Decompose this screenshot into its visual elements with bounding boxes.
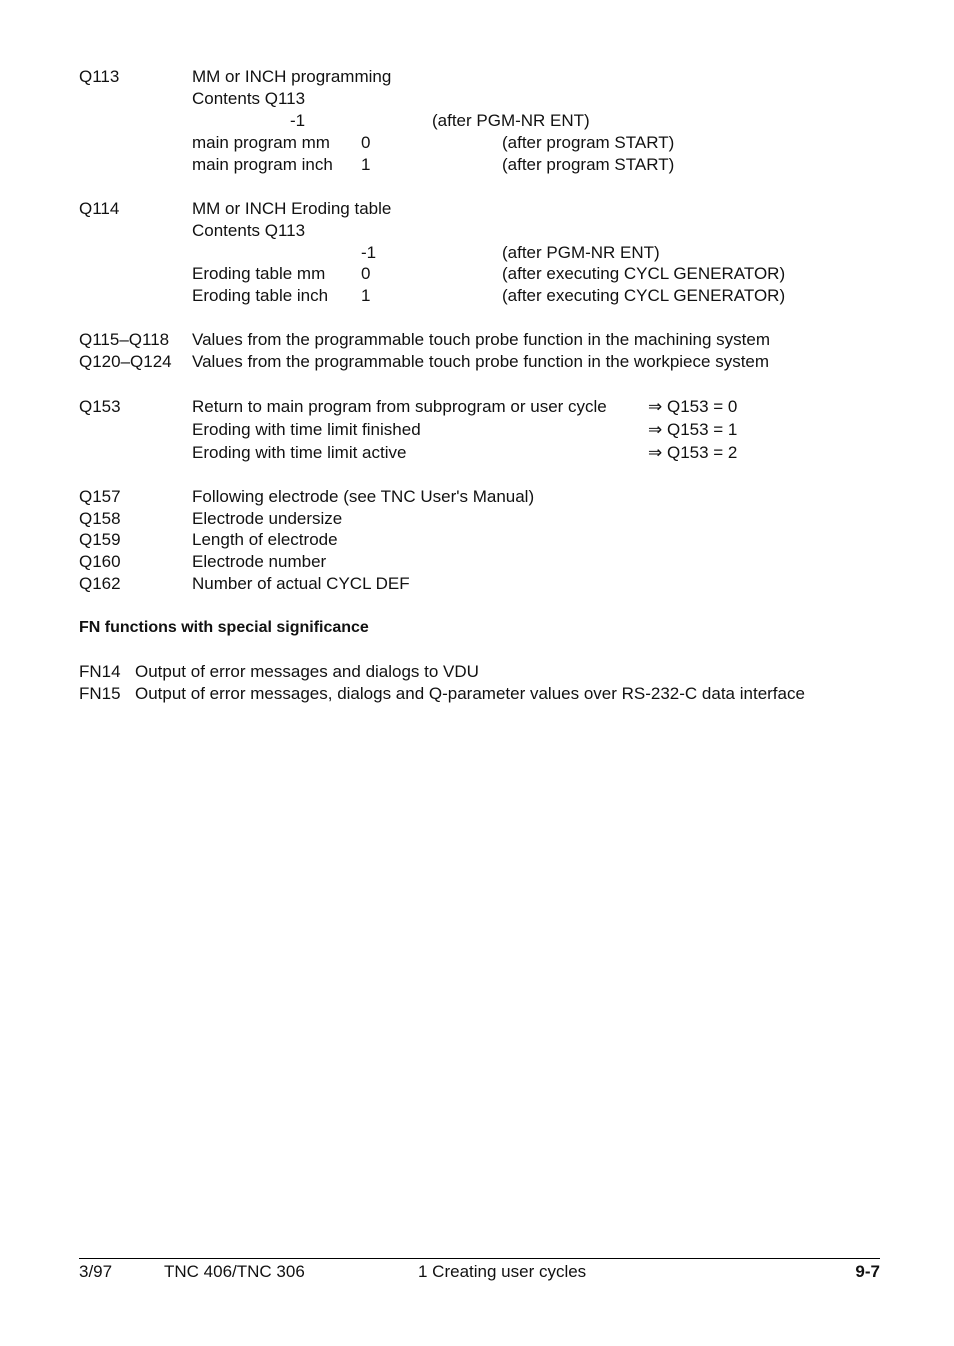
q158-desc: Electrode undersize: [192, 509, 343, 528]
q113-note-start-mm: (after program START): [502, 133, 675, 152]
q153-code: Q153: [79, 397, 121, 416]
q158-code: Q158: [79, 509, 121, 528]
probe-desc-machining: Values from the programmable touch probe function in the machining system: [192, 330, 770, 349]
fn-heading: FN functions with special significance: [79, 619, 369, 636]
footer-chapter: 1 Creating user cycles: [418, 1262, 587, 1281]
q160-code: Q160: [79, 552, 121, 571]
q114-title: MM or INCH Eroding table: [192, 199, 392, 218]
q113-label-inch: main program inch: [192, 155, 333, 174]
fn15-desc: Output of error messages, dialogs and Q-parameter values over RS-232-C data interface: [135, 684, 805, 703]
q114-note-pgm: (after PGM-NR ENT): [502, 243, 660, 262]
probe-code-workpiece: Q120–Q124: [79, 352, 172, 371]
q157-desc: Following electrode (see TNC User's Manual): [192, 487, 535, 506]
fn14-code: FN14: [79, 662, 121, 681]
q114-value-1: 1: [361, 286, 371, 305]
q114-label-inch: Eroding table inch: [192, 286, 329, 305]
q113-value-0: 0: [361, 133, 371, 152]
q114-note-cycl-inch: (after executing CYCL GENERATOR): [502, 286, 786, 305]
q114-code: Q114: [79, 199, 120, 218]
q153-label-active: Eroding with time limit active: [192, 443, 407, 462]
q113-contents: Contents Q113: [192, 89, 306, 108]
q113-note-start-inch: (after program START): [502, 155, 675, 174]
q159-desc: Length of electrode: [192, 530, 338, 549]
q153-result-0: ⇒ Q153 = 0: [648, 397, 738, 416]
q113-value-minus1: -1: [290, 111, 306, 130]
q113-note-pgm: (after PGM-NR ENT): [432, 111, 590, 130]
q159-code: Q159: [79, 530, 121, 549]
q153-label-finished: Eroding with time limit finished: [192, 420, 421, 439]
footer-product: TNC 406/TNC 306: [164, 1262, 305, 1281]
footer-page-number: 9-7: [855, 1262, 880, 1281]
footer-rule: [79, 1258, 880, 1259]
q113-label-mm: main program mm: [192, 133, 330, 152]
probe-desc-workpiece: Values from the programmable touch probe function in the workpiece system: [192, 352, 770, 371]
q113-title: MM or INCH programming: [192, 67, 392, 86]
q162-code: Q162: [79, 574, 121, 593]
q114-value-minus1: -1: [361, 243, 377, 262]
probe-code-machining: Q115–Q118: [79, 330, 170, 349]
q153-result-1: ⇒ Q153 = 1: [648, 420, 738, 439]
q162-desc: Number of actual CYCL DEF: [192, 574, 410, 593]
q157-code: Q157: [79, 487, 121, 506]
q114-contents: Contents Q113: [192, 221, 306, 240]
footer-date: 3/97: [79, 1262, 113, 1281]
q160-desc: Electrode number: [192, 552, 327, 571]
q114-note-cycl-mm: (after executing CYCL GENERATOR): [502, 264, 786, 283]
q114-value-0: 0: [361, 264, 371, 283]
q113-code: Q113: [79, 67, 120, 86]
q153-result-2: ⇒ Q153 = 2: [648, 443, 738, 462]
fn15-code: FN15: [79, 684, 121, 703]
q153-label-return: Return to main program from subprogram or user cycle: [192, 397, 607, 416]
q113-value-1: 1: [361, 155, 371, 174]
q114-label-mm: Eroding table mm: [192, 264, 326, 283]
fn14-desc: Output of error messages and dialogs to VDU: [135, 662, 479, 681]
